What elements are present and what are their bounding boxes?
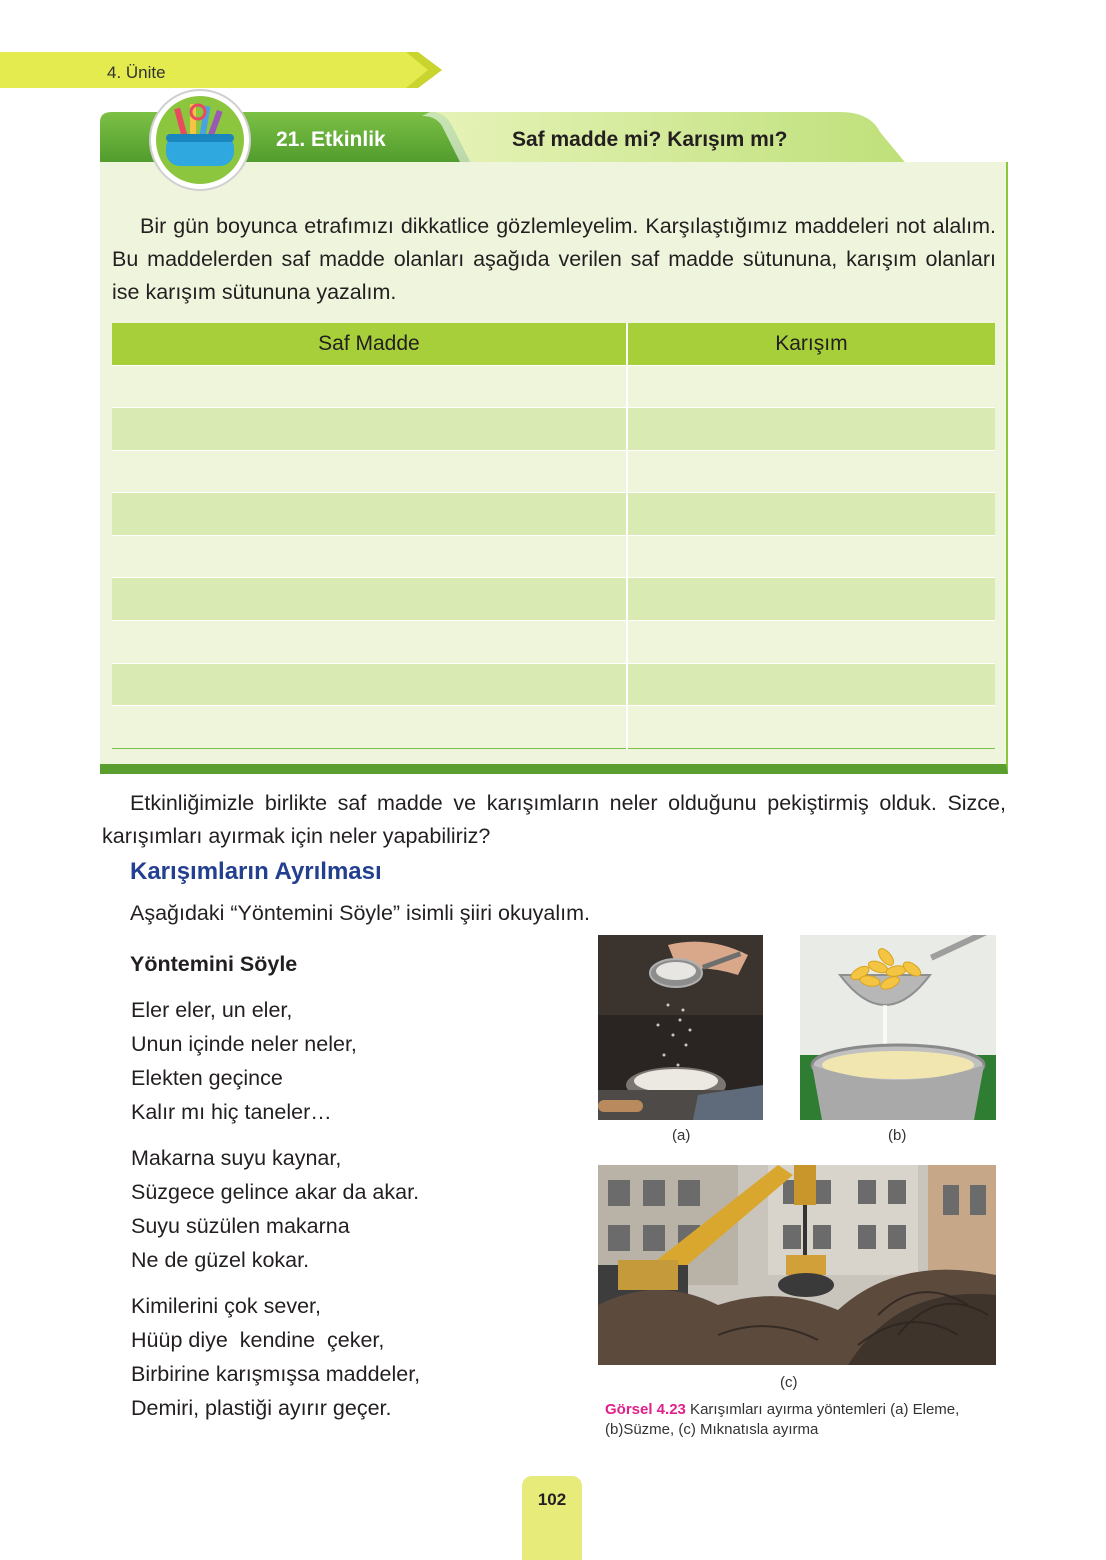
caption-c: (c) <box>780 1374 798 1391</box>
poem-stanza-2 <box>131 1141 419 1277</box>
figure-caption-text: Karışımları ayırma yöntemleri (a) Eleme, (b)Süzme, (c) Mıknatısla ayırma <box>605 1401 960 1438</box>
draining-pasta-photo <box>800 935 996 1120</box>
activity-title: Saf madde mi? Karışım mı? <box>512 128 788 151</box>
poem-stanza-1 <box>131 993 357 1129</box>
section-title: Karışımların Ayrılması <box>130 858 382 885</box>
poem-line: Demiri, plastiği ayırır geçer. <box>131 1396 392 1420</box>
poem-line: Süzgece gelince akar da akar. <box>131 1180 420 1204</box>
table-cell[interactable] <box>627 578 995 621</box>
caption-a: (a) <box>672 1127 691 1144</box>
table-cell[interactable] <box>112 578 627 621</box>
figure-caption <box>605 1400 985 1440</box>
page-number-tab <box>522 1476 582 1560</box>
poem-line: Eler eler, un eler, <box>131 998 293 1022</box>
activity-instructions: Bir gün boyunca etrafımızı dikkatlice gözlemleyelim. Karşılaştığımız maddeleri not alalım. Bu maddelerden saf madde olanları aşağıda verilen saf madde sütununa, karışım olanları ise karışım sütununa yazalım. <box>112 214 996 304</box>
poem-stanza-3 <box>131 1289 420 1425</box>
poem-line: Kalır mı hiç taneler… <box>131 1100 332 1124</box>
table-cell[interactable] <box>112 408 627 451</box>
figure-caption-label: Görsel 4.23 <box>605 1401 686 1418</box>
section-intro: Aşağıdaki “Yöntemini Söyle” isimli şiiri okuyalım. <box>130 901 591 925</box>
poem-title: Yöntemini Söyle <box>130 952 298 976</box>
activity-table <box>112 323 995 749</box>
table-cell[interactable] <box>112 621 627 664</box>
poem-line: Kimilerini çok sever, <box>131 1294 321 1318</box>
pencil-case-icon <box>148 88 252 192</box>
table-cell[interactable] <box>112 450 627 493</box>
table-cell[interactable] <box>112 706 627 749</box>
activity-number: 21. Etkinlik <box>276 128 386 151</box>
intro-paragraph: Etkinliğimizle birlikte saf madde ve karışımların neler olduğunu pekiştirmiş olduk. Sizce, karışımları ayırmak için neler yapabiliriz? <box>102 791 1006 848</box>
poem-line: Hüüp diye kendine çeker, <box>131 1328 385 1352</box>
table-cell[interactable] <box>627 706 995 749</box>
poem-line: Suyu süzülen makarna <box>131 1214 350 1238</box>
table-cell[interactable] <box>112 493 627 536</box>
magnetic-separation-photo <box>598 1165 996 1365</box>
poem-line: Birbirine karışmışsa maddeler, <box>131 1362 421 1386</box>
table-cell[interactable] <box>627 535 995 578</box>
table-cell[interactable] <box>112 535 627 578</box>
sieving-flour-photo <box>598 935 763 1120</box>
table-header-saf-madde: Saf Madde <box>112 323 627 365</box>
table-cell[interactable] <box>627 450 995 493</box>
table-cell[interactable] <box>627 408 995 451</box>
table-cell[interactable] <box>627 493 995 536</box>
poem-line: Ne de güzel kokar. <box>131 1248 310 1272</box>
table-cell[interactable] <box>627 621 995 664</box>
table-cell[interactable] <box>627 663 995 706</box>
caption-b: (b) <box>888 1127 907 1144</box>
table-header-karisim: Karışım <box>627 323 995 365</box>
table-cell[interactable] <box>112 365 627 408</box>
unit-label: 4. Ünite <box>107 63 166 82</box>
table-cell[interactable] <box>627 365 995 408</box>
poem-line: Unun içinde neler neler, <box>131 1032 357 1056</box>
poem-line: Elekten geçince <box>131 1066 283 1090</box>
page-number: 102 <box>537 1490 567 1509</box>
table-cell[interactable] <box>112 663 627 706</box>
unit-banner <box>0 52 442 88</box>
poem-line: Makarna suyu kaynar, <box>131 1146 342 1170</box>
